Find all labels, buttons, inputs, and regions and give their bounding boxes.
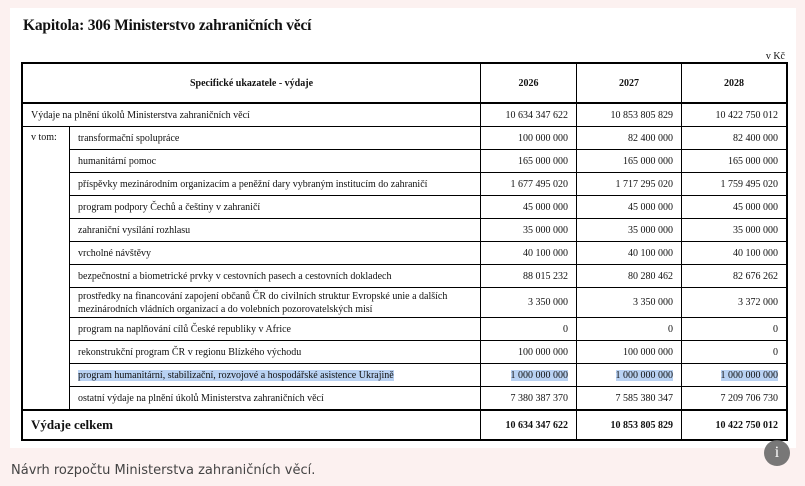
value-text: 35 000 000 <box>733 224 778 236</box>
header-2026: 2026 <box>481 63 577 103</box>
row-label-text: transformační spolupráce <box>78 132 180 144</box>
value-text: 1 677 495 020 <box>510 178 568 190</box>
total-2027: 10 853 805 829 <box>577 410 682 440</box>
value-2027 <box>577 341 682 364</box>
table-row <box>22 242 787 265</box>
value-2026 <box>481 265 577 288</box>
value-2028 <box>682 219 788 242</box>
row-label <box>70 219 481 242</box>
value-2026 <box>481 196 577 219</box>
value-text: 0 <box>563 323 568 335</box>
row-label-text: program na naplňování cílů České republiky v Africe <box>78 323 291 335</box>
value-2027 <box>577 387 682 411</box>
value-text: 40 100 000 <box>733 247 778 259</box>
value-2028 <box>682 150 788 173</box>
value-text: 40 100 000 <box>628 247 673 259</box>
value-text: 40 100 000 <box>523 247 568 259</box>
table-row <box>22 265 787 288</box>
table-row <box>22 387 787 411</box>
value-text: 82 676 262 <box>733 270 778 282</box>
value-text: 45 000 000 <box>733 201 778 213</box>
value-text: 82 400 000 <box>628 132 673 144</box>
value-2026 <box>481 387 577 411</box>
row-label-text: program humanitární, stabilizační, rozvojové a hospodářské asistence Ukrajině <box>78 369 394 381</box>
row-label: Výdaje na plnění úkolů Ministerstva zahraničních věcí <box>22 103 481 127</box>
value-2027 <box>577 127 682 150</box>
value-text: 3 350 000 <box>633 297 673 308</box>
value-2028 <box>682 318 788 341</box>
value-2026 <box>481 341 577 364</box>
value-2028 <box>682 265 788 288</box>
value-2027 <box>577 364 682 387</box>
table-row <box>22 219 787 242</box>
row-label-text: humanitární pomoc <box>78 155 157 167</box>
row-label <box>70 318 481 341</box>
header-indicator: Specifické ukazatele - výdaje <box>22 63 481 103</box>
header-2027: 2027 <box>577 63 682 103</box>
table-row <box>22 173 787 196</box>
table-row <box>22 288 787 318</box>
value-text: 45 000 000 <box>628 201 673 213</box>
value-2026 <box>481 242 577 265</box>
value-text: 7 585 380 347 <box>615 392 673 404</box>
value-text: 165 000 000 <box>518 155 568 167</box>
budget-table <box>21 62 788 441</box>
value-text: 1 759 495 020 <box>720 178 778 190</box>
row-label <box>70 288 481 318</box>
row-label <box>70 364 481 387</box>
value-2026 <box>481 318 577 341</box>
value-text: 3 350 000 <box>528 297 568 308</box>
value-text: 82 400 000 <box>733 132 778 144</box>
row-label-text: rekonstrukční program ČR v regionu Blízkého východu <box>78 346 302 358</box>
value-text: 1 717 295 020 <box>615 178 673 190</box>
table-row-total <box>22 410 787 440</box>
row-label-text: ostatní výdaje na plnění úkolů Ministerstva zahraničních věcí <box>78 392 324 404</box>
value-text: 1 000 000 000 <box>510 369 568 381</box>
table-row-main <box>22 103 787 127</box>
value-2028 <box>682 364 788 387</box>
value-text: 100 000 000 <box>518 132 568 144</box>
header-row <box>22 63 787 103</box>
value-2027 <box>577 318 682 341</box>
value-text: 0 <box>773 323 778 335</box>
value-2026 <box>481 364 577 387</box>
value-2028 <box>682 288 788 318</box>
value-2028 <box>682 242 788 265</box>
value-text: 3 372 000 <box>738 297 778 308</box>
row-label-text: příspěvky mezinárodním organizacím a peněžní dary vybraným institucím do zahraničí <box>78 178 428 190</box>
value-text: 1 000 000 000 <box>720 369 778 381</box>
value-text: 165 000 000 <box>728 155 778 167</box>
row-label <box>70 150 481 173</box>
total-2028: 10 422 750 012 <box>682 410 788 440</box>
table-row <box>22 150 787 173</box>
value-2026 <box>481 219 577 242</box>
value-2028 <box>682 196 788 219</box>
table-row <box>22 318 787 341</box>
total-2026: 10 634 347 622 <box>481 410 577 440</box>
header-2028: 2028 <box>682 63 788 103</box>
value-text: 35 000 000 <box>523 224 568 236</box>
value-2026 <box>481 288 577 318</box>
total-label: Výdaje celkem <box>22 410 481 440</box>
value-2026 <box>481 127 577 150</box>
table-row <box>22 364 787 387</box>
value-text: 100 000 000 <box>623 346 673 358</box>
sub-prefix-text: v tom: <box>31 132 57 143</box>
value-text: 80 280 462 <box>628 270 673 282</box>
row-label-text: zahraniční vysílání rozhlasu <box>78 224 191 236</box>
value-2028 <box>682 127 788 150</box>
value-2027 <box>577 242 682 265</box>
sub-prefix <box>22 127 70 411</box>
value-2028 <box>682 173 788 196</box>
value-2027 <box>577 265 682 288</box>
row-label <box>70 173 481 196</box>
value-text: 1 000 000 000 <box>615 369 673 381</box>
value-text: 45 000 000 <box>523 201 568 213</box>
row-label <box>70 265 481 288</box>
table-row <box>22 196 787 219</box>
value-2027 <box>577 173 682 196</box>
row-label <box>70 242 481 265</box>
value-2026 <box>481 150 577 173</box>
value-text: 88 015 232 <box>523 270 568 282</box>
row-label-text: program podpory Čechů a češtiny v zahraničí <box>78 201 261 213</box>
row-label-text: vrcholné návštěvy <box>78 247 152 259</box>
row-label <box>70 196 481 219</box>
value-text: 35 000 000 <box>628 224 673 236</box>
value-text: 100 000 000 <box>518 346 568 358</box>
value-2028 <box>682 387 788 411</box>
chapter-title: Kapitola: 306 Ministerstvo zahraničních věcí <box>23 17 312 34</box>
value-2027 <box>577 288 682 318</box>
table-row <box>22 127 787 150</box>
value-2026: 10 634 347 622 <box>481 103 577 127</box>
row-label <box>70 341 481 364</box>
value-2027 <box>577 196 682 219</box>
unit-label: v Kč <box>765 51 785 62</box>
value-2026 <box>481 173 577 196</box>
value-text: 165 000 000 <box>623 155 673 167</box>
value-text: 0 <box>668 323 673 335</box>
row-label <box>70 127 481 150</box>
row-label <box>70 387 481 411</box>
value-2027: 10 853 805 829 <box>577 103 682 127</box>
value-2028 <box>682 341 788 364</box>
table-row <box>22 341 787 364</box>
image-caption: Návrh rozpočtu Ministerstva zahraničních věcí. <box>11 463 316 478</box>
row-label-text: bezpečnostní a biometrické prvky v cestovních pasech a cestovních dokladech <box>78 270 392 282</box>
value-2028: 10 422 750 012 <box>682 103 788 127</box>
value-2027 <box>577 219 682 242</box>
value-text: 7 209 706 730 <box>720 392 778 404</box>
value-2027 <box>577 150 682 173</box>
value-text: 7 380 387 370 <box>510 392 568 404</box>
info-icon[interactable]: i <box>764 440 790 466</box>
value-text: 0 <box>773 346 778 358</box>
row-label-text: prostředky na financování zapojení občanů ČR do civilních struktur Evropské unie a dalších mezinárodních vládních organizací a do volebních pozorovatelských misí <box>78 290 448 315</box>
